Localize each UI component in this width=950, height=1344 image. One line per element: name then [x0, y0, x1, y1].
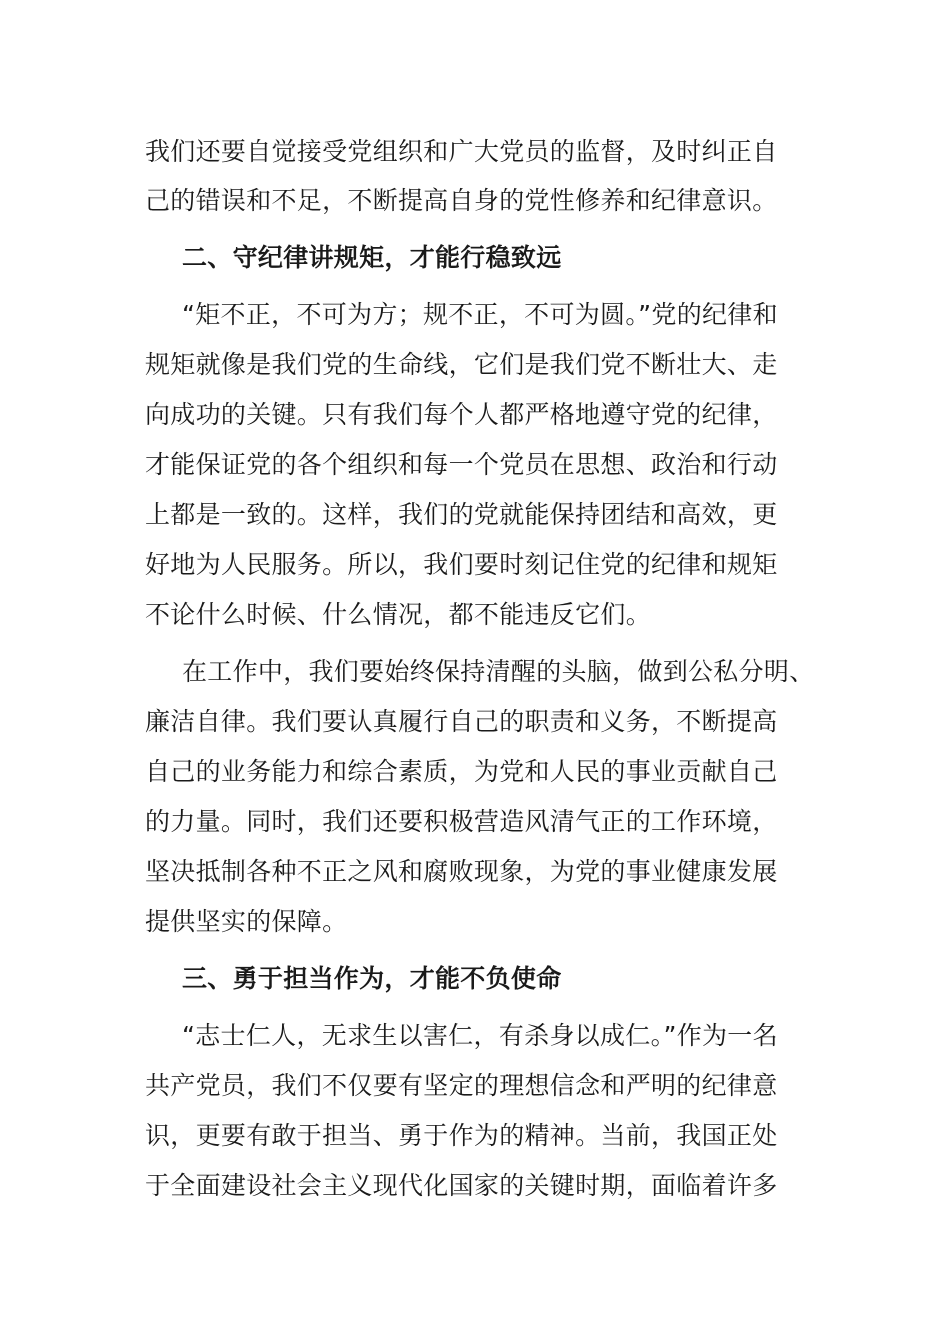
paragraph-3-line-3: 自己的业务能力和综合素质，为党和人民的事业贡献自己: [145, 757, 778, 786]
paragraph-1-line-1: 我们还要自觉接受党组织和广大党员的监督，及时纠正自: [145, 137, 778, 166]
paragraph-3-line-4: 的力量。同时，我们还要积极营造风清气正的工作环境，: [145, 807, 778, 836]
paragraph-3-line-6: 提供坚实的保障。: [145, 907, 348, 936]
paragraph-2-line-4: 才能保证党的各个组织和每一个党员在思想、政治和行动: [145, 450, 778, 479]
paragraph-1-line-2: 己的错误和不足，不断提高自身的党性修养和纪律意识。: [145, 186, 778, 215]
paragraph-4-line-2: 共产党员，我们不仅要有坚定的理想信念和严明的纪律意: [145, 1071, 778, 1100]
paragraph-4-line-4: 于全面建设社会主义现代化国家的关键时期，面临着许多: [145, 1171, 778, 1200]
paragraph-3-line-1: 在工作中，我们要始终保持清醒的头脑，做到公私分明、: [182, 657, 815, 686]
paragraph-2-line-3: 向成功的关键。只有我们每个人都严格地遵守党的纪律，: [145, 400, 778, 429]
paragraph-3-line-5: 坚决抵制各种不正之风和腐败现象，为党的事业健康发展: [145, 857, 778, 886]
paragraph-2-line-5: 上都是一致的。这样，我们的党就能保持团结和高效，更: [145, 500, 778, 529]
paragraph-4-line-1: “志士仁人，无求生以害仁，有杀身以成仁。”作为一名: [182, 1021, 778, 1050]
paragraph-3-line-2: 廉洁自律。我们要认真履行自己的职责和义务，不断提高: [145, 707, 778, 736]
section-heading-2: 二、守纪律讲规矩，才能行稳致远: [182, 243, 562, 272]
paragraph-2-line-2: 规矩就像是我们党的生命线，它们是我们党不断壮大、走: [145, 350, 778, 379]
paragraph-2-line-6: 好地为人民服务。所以，我们要时刻记住党的纪律和规矩: [145, 550, 778, 579]
paragraph-2-line-1: “矩不正，不可为方；规不正，不可为圆。”党的纪律和: [182, 300, 778, 329]
section-heading-3: 三、勇于担当作为，才能不负使命: [182, 964, 562, 993]
paragraph-4-line-3: 识，更要有敢于担当、勇于作为的精神。当前，我国正处: [145, 1121, 778, 1150]
paragraph-2-line-7: 不论什么时候、什么情况，都不能违反它们。: [145, 600, 652, 629]
